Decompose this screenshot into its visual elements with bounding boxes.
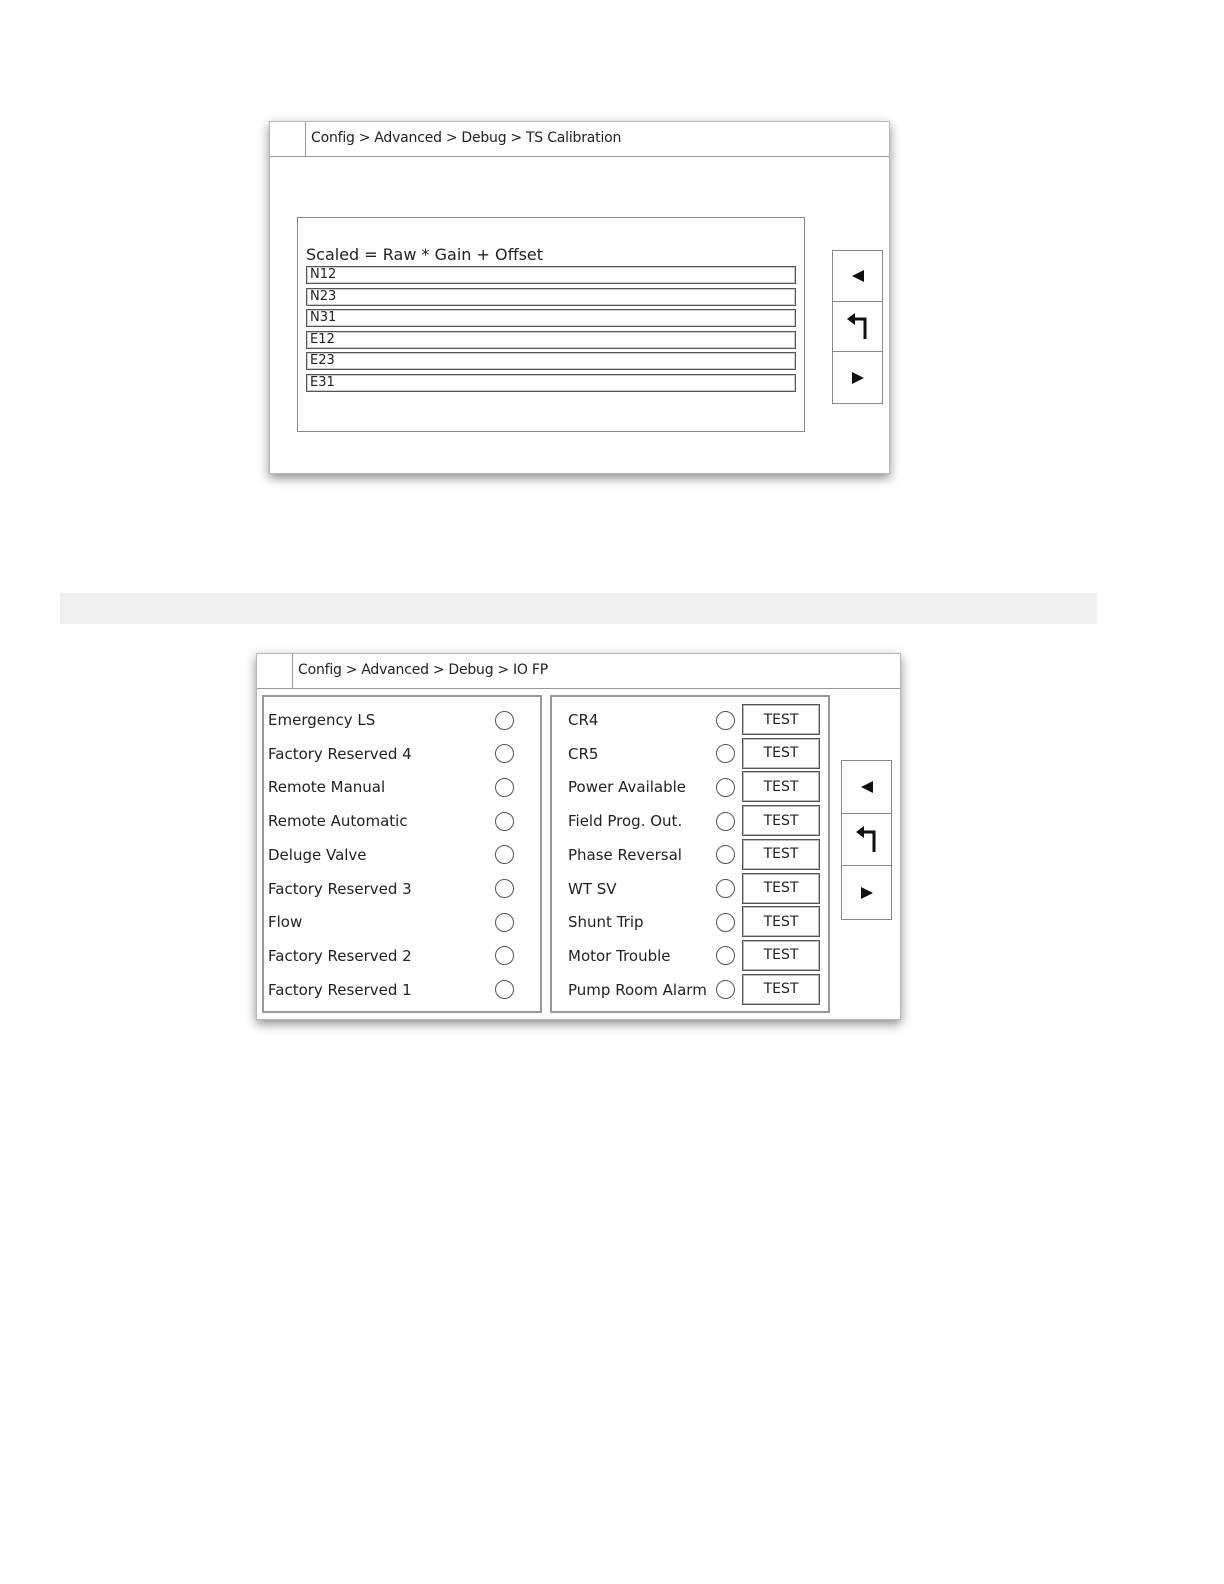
output-row [552, 840, 828, 870]
calibration-panel [297, 217, 805, 432]
next-button[interactable] [833, 352, 882, 403]
output-label: Power Available [568, 778, 687, 797]
breadcrumb-item[interactable]: Debug [461, 130, 507, 146]
test-button[interactable]: TEST [742, 771, 820, 802]
input-row [264, 705, 540, 735]
prev-button[interactable] [842, 761, 891, 814]
breadcrumb-separator: > [510, 130, 522, 146]
status-indicator-icon [716, 946, 735, 965]
input-label: Factory Reserved 1 [268, 980, 412, 999]
nav-button-group [841, 760, 892, 920]
output-label: Pump Room Alarm [568, 980, 707, 999]
status-indicator-icon [716, 980, 735, 999]
title-corner [257, 654, 293, 688]
breadcrumb [298, 662, 548, 678]
next-button[interactable] [842, 866, 891, 919]
input-row [264, 907, 540, 937]
input-row [264, 739, 540, 769]
output-row [552, 739, 828, 769]
calibration-row-n12[interactable]: N12 [306, 266, 796, 284]
input-label: Emergency LS [268, 711, 376, 729]
output-label: WT SV [568, 879, 617, 898]
breadcrumb-current: TS Calibration [525, 130, 622, 146]
right-triangle-icon [850, 370, 866, 386]
output-row [552, 772, 828, 802]
status-indicator-icon [495, 845, 514, 864]
input-label: Remote Automatic [268, 812, 408, 831]
title-bar [270, 122, 889, 157]
test-button[interactable]: TEST [742, 704, 820, 735]
output-label: Shunt Trip [568, 913, 644, 932]
input-label: Deluge Valve [268, 845, 367, 864]
test-button[interactable]: TEST [742, 873, 820, 904]
title-corner [270, 122, 306, 156]
input-row [264, 772, 540, 802]
ts-calibration-screen [269, 121, 890, 474]
return-button[interactable] [833, 302, 882, 353]
output-label: CR4 [568, 711, 599, 729]
output-row [552, 975, 828, 1005]
section-divider [60, 593, 1097, 624]
input-row [264, 975, 540, 1005]
output-label: Field Prog. Out. [568, 812, 683, 831]
test-button[interactable]: TEST [742, 974, 820, 1005]
status-indicator-icon [495, 879, 514, 898]
status-indicator-icon [495, 913, 514, 932]
prev-button[interactable] [833, 251, 882, 302]
status-indicator-icon [716, 744, 735, 763]
calibration-row-n23[interactable]: N23 [306, 288, 796, 306]
input-row [264, 806, 540, 836]
output-label: CR5 [568, 744, 599, 763]
input-label: Factory Reserved 3 [268, 879, 412, 898]
breadcrumb-item[interactable]: Debug [448, 662, 494, 678]
test-button[interactable]: TEST [742, 839, 820, 870]
input-label: Remote Manual [268, 778, 386, 797]
breadcrumb [311, 130, 621, 146]
input-row [264, 941, 540, 971]
test-button[interactable]: TEST [742, 940, 820, 971]
breadcrumb-item[interactable]: Advanced [374, 130, 442, 146]
return-arrow-icon [845, 311, 871, 341]
calibration-list [306, 266, 796, 395]
output-row [552, 941, 828, 971]
status-indicator-icon [716, 778, 735, 797]
title-bar [257, 654, 900, 689]
calibration-row-e23[interactable]: E23 [306, 352, 796, 370]
breadcrumb-separator: > [432, 662, 445, 678]
status-indicator-icon [495, 812, 514, 831]
right-triangle-icon [859, 885, 875, 901]
status-indicator-icon [495, 711, 514, 730]
test-button[interactable]: TEST [742, 805, 820, 836]
calibration-row-n31[interactable]: N31 [306, 309, 796, 327]
status-indicator-icon [716, 845, 735, 864]
input-row [264, 874, 540, 904]
status-indicator-icon [716, 812, 735, 831]
status-indicator-icon [495, 946, 514, 965]
breadcrumb-item[interactable]: Config [311, 130, 355, 146]
calibration-row-e12[interactable]: E12 [306, 331, 796, 349]
breadcrumb-separator: > [358, 130, 371, 146]
breadcrumb-current: IO FP [512, 662, 549, 678]
breadcrumb-separator: > [445, 130, 458, 146]
outputs-panel [550, 695, 830, 1013]
breadcrumb-separator: > [345, 662, 358, 678]
input-row [264, 840, 540, 870]
status-indicator-icon [495, 744, 514, 763]
breadcrumb-separator: > [497, 662, 509, 678]
output-row [552, 907, 828, 937]
output-label: Phase Reversal [568, 845, 682, 864]
status-indicator-icon [495, 778, 514, 797]
status-indicator-icon [716, 711, 735, 730]
left-triangle-icon [859, 779, 875, 795]
test-button[interactable]: TEST [742, 906, 820, 937]
output-row [552, 705, 828, 735]
status-indicator-icon [716, 913, 735, 932]
breadcrumb-item[interactable]: Advanced [361, 662, 429, 678]
test-button[interactable]: TEST [742, 738, 820, 769]
input-label: Factory Reserved 4 [268, 744, 412, 763]
status-indicator-icon [495, 980, 514, 999]
output-row [552, 874, 828, 904]
calibration-formula: Scaled = Raw * Gain + Offset [306, 245, 544, 264]
input-label: Factory Reserved 2 [268, 946, 412, 965]
nav-button-group [832, 250, 883, 404]
calibration-row-e31[interactable]: E31 [306, 374, 796, 392]
inputs-panel [262, 695, 542, 1013]
input-label: Flow [268, 913, 303, 932]
left-triangle-icon [850, 268, 866, 284]
breadcrumb-item[interactable]: Config [298, 662, 342, 678]
output-label: Motor Trouble [568, 946, 671, 965]
return-arrow-icon [854, 824, 880, 854]
io-fp-screen [256, 653, 901, 1020]
status-indicator-icon [716, 879, 735, 898]
return-button[interactable] [842, 814, 891, 867]
output-row [552, 806, 828, 836]
